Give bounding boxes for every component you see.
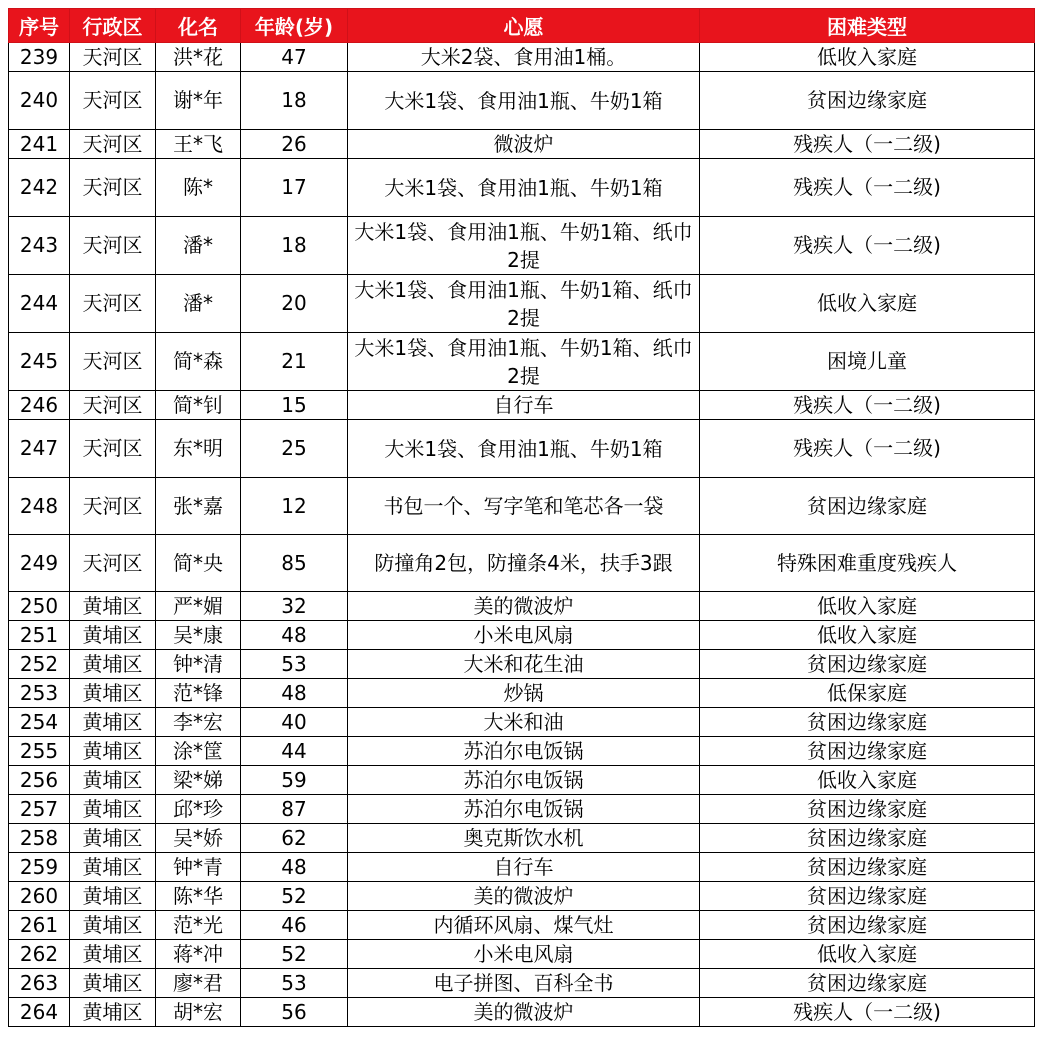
table-row	[9, 621, 1035, 650]
cell-type: 残疾人（一二级)	[700, 217, 1035, 275]
cell-type: 贫困边缘家庭	[700, 737, 1035, 766]
header-wish: 心愿	[348, 9, 700, 43]
cell-name: 钟*清	[156, 650, 241, 679]
cell-age: 85	[241, 535, 348, 592]
table-row	[9, 911, 1035, 940]
cell-wish: 美的微波炉	[348, 998, 700, 1027]
cell-wish: 奥克斯饮水机	[348, 824, 700, 853]
cell-name: 简*钊	[156, 391, 241, 420]
cell-district: 天河区	[70, 333, 156, 391]
cell-type: 贫困边缘家庭	[700, 478, 1035, 535]
cell-no: 244	[9, 275, 70, 333]
header-district: 行政区	[70, 9, 156, 43]
cell-no: 248	[9, 478, 70, 535]
table-row	[9, 43, 1035, 72]
cell-type: 困境儿童	[700, 333, 1035, 391]
cell-wish: 大米1袋、食用油1瓶、牛奶1箱、纸巾2提	[348, 217, 700, 275]
cell-district: 天河区	[70, 130, 156, 159]
cell-type: 残疾人（一二级)	[700, 998, 1035, 1027]
cell-name: 梁*娣	[156, 766, 241, 795]
cell-district: 黄埔区	[70, 940, 156, 969]
cell-district: 黄埔区	[70, 824, 156, 853]
cell-wish: 炒锅	[348, 679, 700, 708]
cell-name: 胡*宏	[156, 998, 241, 1027]
cell-age: 32	[241, 592, 348, 621]
cell-type: 贫困边缘家庭	[700, 650, 1035, 679]
cell-wish: 微波炉	[348, 130, 700, 159]
cell-name: 简*森	[156, 333, 241, 391]
cell-type: 贫困边缘家庭	[700, 72, 1035, 130]
cell-district: 黄埔区	[70, 766, 156, 795]
cell-name: 钟*青	[156, 853, 241, 882]
cell-no: 264	[9, 998, 70, 1027]
cell-no: 240	[9, 72, 70, 130]
cell-no: 252	[9, 650, 70, 679]
cell-no: 259	[9, 853, 70, 882]
cell-name: 张*嘉	[156, 478, 241, 535]
table-row	[9, 969, 1035, 998]
cell-district: 天河区	[70, 159, 156, 217]
cell-type: 贫困边缘家庭	[700, 882, 1035, 911]
cell-age: 48	[241, 679, 348, 708]
cell-age: 62	[241, 824, 348, 853]
cell-age: 48	[241, 853, 348, 882]
cell-no: 251	[9, 621, 70, 650]
table-row	[9, 853, 1035, 882]
table-row	[9, 275, 1035, 333]
cell-name: 吴*娇	[156, 824, 241, 853]
cell-age: 40	[241, 708, 348, 737]
cell-name: 吴*康	[156, 621, 241, 650]
cell-district: 黄埔区	[70, 650, 156, 679]
cell-name: 陈*华	[156, 882, 241, 911]
cell-type: 残疾人（一二级)	[700, 420, 1035, 478]
header-type: 困难类型	[700, 9, 1035, 43]
cell-no: 254	[9, 708, 70, 737]
cell-no: 263	[9, 969, 70, 998]
cell-district: 天河区	[70, 391, 156, 420]
cell-age: 26	[241, 130, 348, 159]
cell-age: 44	[241, 737, 348, 766]
cell-district: 天河区	[70, 420, 156, 478]
cell-name: 范*锋	[156, 679, 241, 708]
cell-district: 黄埔区	[70, 679, 156, 708]
cell-age: 52	[241, 940, 348, 969]
table-row	[9, 478, 1035, 535]
cell-district: 天河区	[70, 43, 156, 72]
cell-type: 特殊困难重度残疾人	[700, 535, 1035, 592]
cell-name: 严*媚	[156, 592, 241, 621]
cell-name: 潘*	[156, 217, 241, 275]
cell-wish: 大米2袋、食用油1桶。	[348, 43, 700, 72]
table-row	[9, 737, 1035, 766]
header-name: 化名	[156, 9, 241, 43]
cell-wish: 大米1袋、食用油1瓶、牛奶1箱	[348, 72, 700, 130]
table-row	[9, 535, 1035, 592]
cell-name: 范*光	[156, 911, 241, 940]
cell-age: 52	[241, 882, 348, 911]
table-row	[9, 708, 1035, 737]
cell-no: 241	[9, 130, 70, 159]
table-row	[9, 159, 1035, 217]
cell-type: 贫困边缘家庭	[700, 824, 1035, 853]
cell-name: 蒋*冲	[156, 940, 241, 969]
cell-age: 53	[241, 969, 348, 998]
cell-type: 低保家庭	[700, 679, 1035, 708]
cell-district: 天河区	[70, 535, 156, 592]
table-row	[9, 420, 1035, 478]
cell-name: 涂*筐	[156, 737, 241, 766]
cell-name: 简*央	[156, 535, 241, 592]
cell-no: 253	[9, 679, 70, 708]
cell-wish: 大米1袋、食用油1瓶、牛奶1箱	[348, 420, 700, 478]
cell-district: 天河区	[70, 478, 156, 535]
cell-wish: 防撞角2包，防撞条4米，扶手3跟	[348, 535, 700, 592]
cell-wish: 内循环风扇、煤气灶	[348, 911, 700, 940]
cell-no: 260	[9, 882, 70, 911]
cell-no: 257	[9, 795, 70, 824]
cell-age: 87	[241, 795, 348, 824]
cell-name: 王*飞	[156, 130, 241, 159]
cell-wish: 大米1袋、食用油1瓶、牛奶1箱、纸巾2提	[348, 275, 700, 333]
cell-type: 贫困边缘家庭	[700, 708, 1035, 737]
table-row	[9, 333, 1035, 391]
cell-district: 黄埔区	[70, 998, 156, 1027]
cell-wish: 大米1袋、食用油1瓶、牛奶1箱、纸巾2提	[348, 333, 700, 391]
cell-no: 261	[9, 911, 70, 940]
table-row	[9, 130, 1035, 159]
header-age: 年龄(岁)	[241, 9, 348, 43]
cell-name: 邱*珍	[156, 795, 241, 824]
cell-type: 贫困边缘家庭	[700, 969, 1035, 998]
cell-no: 242	[9, 159, 70, 217]
wish-list-table	[8, 8, 1035, 1027]
cell-age: 17	[241, 159, 348, 217]
cell-wish: 美的微波炉	[348, 882, 700, 911]
cell-type: 低收入家庭	[700, 621, 1035, 650]
table-row	[9, 391, 1035, 420]
cell-type: 低收入家庭	[700, 275, 1035, 333]
cell-type: 贫困边缘家庭	[700, 853, 1035, 882]
cell-wish: 小米电风扇	[348, 940, 700, 969]
cell-district: 黄埔区	[70, 592, 156, 621]
cell-type: 残疾人（一二级)	[700, 159, 1035, 217]
cell-wish: 书包一个、写字笔和笔芯各一袋	[348, 478, 700, 535]
cell-age: 59	[241, 766, 348, 795]
cell-no: 239	[9, 43, 70, 72]
cell-name: 陈*	[156, 159, 241, 217]
cell-type: 低收入家庭	[700, 592, 1035, 621]
header-no: 序号	[9, 9, 70, 43]
cell-wish: 苏泊尔电饭锅	[348, 766, 700, 795]
cell-district: 黄埔区	[70, 969, 156, 998]
cell-wish: 大米1袋、食用油1瓶、牛奶1箱	[348, 159, 700, 217]
cell-age: 15	[241, 391, 348, 420]
cell-age: 21	[241, 333, 348, 391]
cell-age: 18	[241, 72, 348, 130]
cell-age: 20	[241, 275, 348, 333]
cell-type: 残疾人（一二级)	[700, 391, 1035, 420]
table-row	[9, 766, 1035, 795]
cell-district: 黄埔区	[70, 795, 156, 824]
cell-no: 246	[9, 391, 70, 420]
cell-age: 18	[241, 217, 348, 275]
table-row	[9, 217, 1035, 275]
cell-no: 255	[9, 737, 70, 766]
cell-type: 低收入家庭	[700, 766, 1035, 795]
cell-district: 天河区	[70, 72, 156, 130]
cell-no: 262	[9, 940, 70, 969]
cell-wish: 美的微波炉	[348, 592, 700, 621]
cell-age: 47	[241, 43, 348, 72]
cell-district: 天河区	[70, 217, 156, 275]
table-row	[9, 592, 1035, 621]
cell-wish: 小米电风扇	[348, 621, 700, 650]
cell-district: 黄埔区	[70, 911, 156, 940]
cell-age: 46	[241, 911, 348, 940]
cell-wish: 自行车	[348, 391, 700, 420]
cell-no: 243	[9, 217, 70, 275]
table-row	[9, 679, 1035, 708]
cell-age: 25	[241, 420, 348, 478]
cell-no: 245	[9, 333, 70, 391]
cell-district: 黄埔区	[70, 737, 156, 766]
cell-type: 低收入家庭	[700, 940, 1035, 969]
cell-wish: 大米和花生油	[348, 650, 700, 679]
cell-age: 53	[241, 650, 348, 679]
cell-district: 黄埔区	[70, 708, 156, 737]
cell-wish: 苏泊尔电饭锅	[348, 795, 700, 824]
header-row	[9, 9, 1035, 43]
table-row	[9, 72, 1035, 130]
table-row	[9, 998, 1035, 1027]
cell-district: 黄埔区	[70, 882, 156, 911]
cell-no: 256	[9, 766, 70, 795]
cell-name: 潘*	[156, 275, 241, 333]
cell-no: 247	[9, 420, 70, 478]
cell-name: 洪*花	[156, 43, 241, 72]
cell-type: 低收入家庭	[700, 43, 1035, 72]
cell-wish: 大米和油	[348, 708, 700, 737]
cell-age: 56	[241, 998, 348, 1027]
cell-no: 250	[9, 592, 70, 621]
cell-wish: 苏泊尔电饭锅	[348, 737, 700, 766]
cell-age: 48	[241, 621, 348, 650]
cell-type: 贫困边缘家庭	[700, 911, 1035, 940]
table-row	[9, 824, 1035, 853]
cell-name: 谢*年	[156, 72, 241, 130]
cell-age: 12	[241, 478, 348, 535]
cell-no: 249	[9, 535, 70, 592]
cell-no: 258	[9, 824, 70, 853]
table-row	[9, 795, 1035, 824]
cell-district: 黄埔区	[70, 853, 156, 882]
cell-district: 黄埔区	[70, 621, 156, 650]
cell-name: 东*明	[156, 420, 241, 478]
table-row	[9, 650, 1035, 679]
cell-district: 天河区	[70, 275, 156, 333]
cell-type: 贫困边缘家庭	[700, 795, 1035, 824]
cell-type: 残疾人（一二级)	[700, 130, 1035, 159]
table-row	[9, 882, 1035, 911]
cell-wish: 电子拼图、百科全书	[348, 969, 700, 998]
table-row	[9, 940, 1035, 969]
cell-wish: 自行车	[348, 853, 700, 882]
cell-name: 廖*君	[156, 969, 241, 998]
cell-name: 李*宏	[156, 708, 241, 737]
